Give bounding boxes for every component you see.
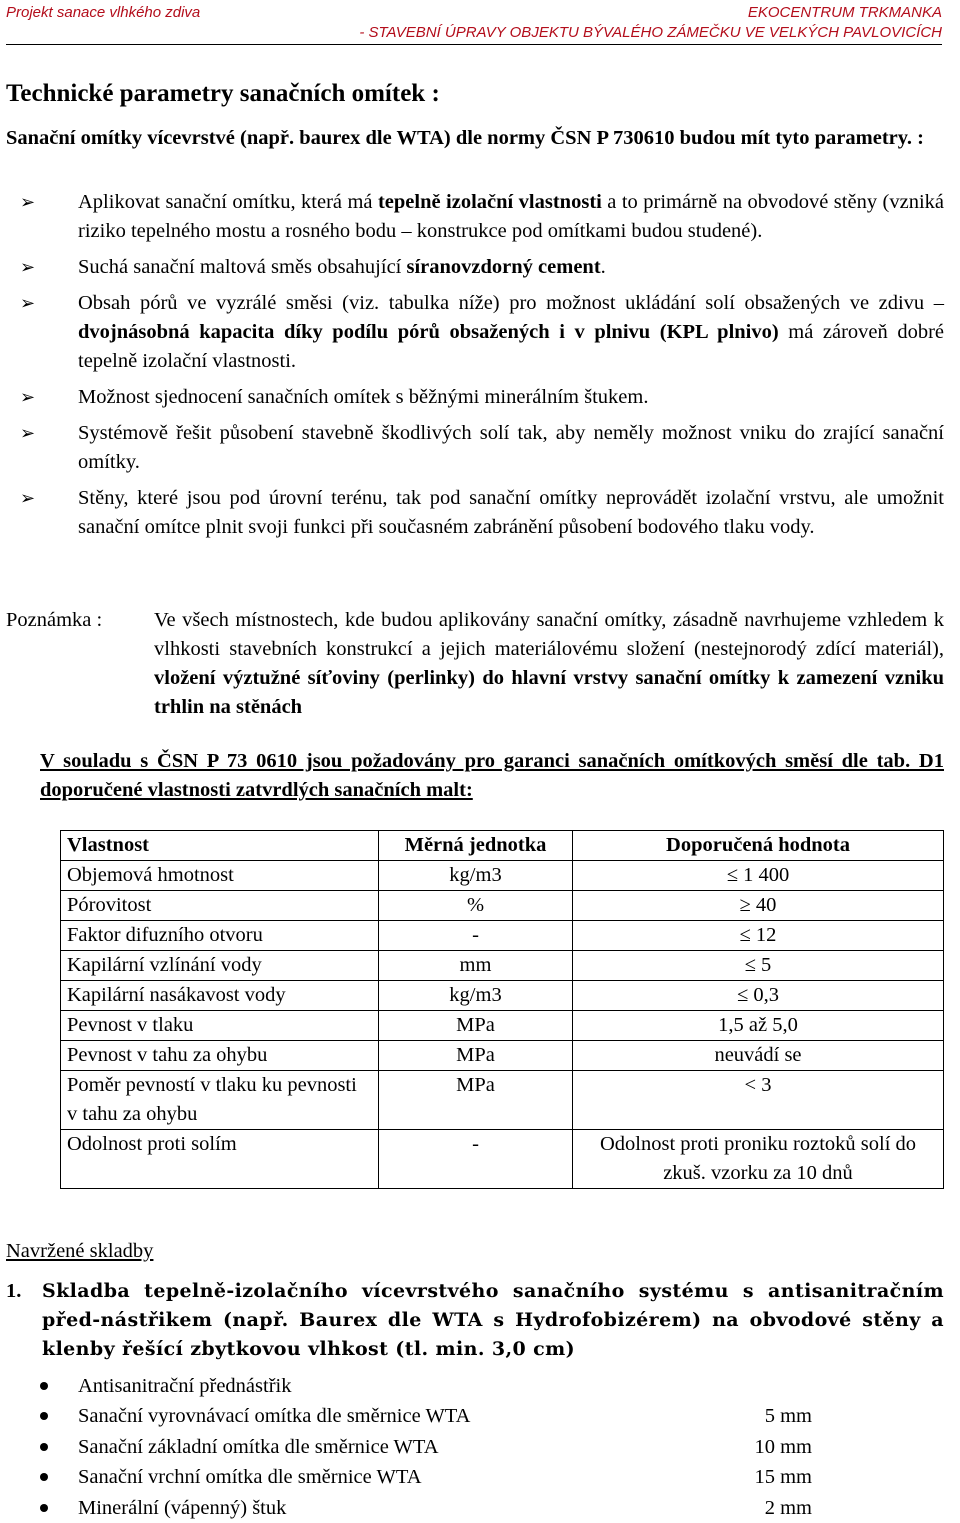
value-cell: ≤ 5 xyxy=(573,951,944,981)
list-item xyxy=(6,1401,826,1431)
unit-cell: % xyxy=(379,891,573,921)
list-item: ➢ Stěny, které jsou pod úrovní terénu, tak pod sanační omítky neprovádět izolační vrstvu, ale umožnit sanační omítce plnit svoji funkci při současném zabránění působení bodového tlaku vody. xyxy=(6,484,944,542)
list-item xyxy=(6,1371,826,1401)
table-row xyxy=(61,891,944,921)
layer-thickness: 5 mm xyxy=(764,1405,812,1428)
arrow-bullet-icon: ➢ xyxy=(20,488,36,509)
value-cell: ≤ 12 xyxy=(573,921,944,951)
unit-cell: MPa xyxy=(379,1011,573,1041)
value-cell: neuvádí se xyxy=(573,1041,944,1071)
value-cell: ≥ 40 xyxy=(573,891,944,921)
table-row xyxy=(61,951,944,981)
parameters-list xyxy=(6,188,944,549)
table-row xyxy=(61,1130,944,1189)
property-cell: Kapilární vzlínání vody xyxy=(61,951,379,981)
header-subject: - STAVEBNÍ ÚPRAVY OBJEKTU BÝVALÉHO ZÁMEČKU VE VELKÝCH PAVLOVICÍCH xyxy=(359,24,942,41)
arrow-bullet-icon: ➢ xyxy=(20,293,36,314)
item-text: Skladba tepelně-izolačního vícevrstvého sanačního systému s antisanitračním před-nástřikem (např. Baurex dle WTA s Hydrofobizérem) na obvodové stěny a klenby řešící zbytkovou vlhkost (tl. min. 3,0 cm) xyxy=(42,1280,944,1360)
property-cell: Pevnost v tlaku xyxy=(61,1011,379,1041)
layer-thickness: 10 mm xyxy=(754,1435,812,1458)
bullet-dot-icon xyxy=(40,1443,48,1451)
arrow-bullet-icon: ➢ xyxy=(20,423,36,444)
list-item: ➢ Obsah pórů ve vyzrálé směsi (viz. tabulka níže) pro možnost ukládání solí obsažených ve zdivu – dvojnásobná kapacita díky podílu pórů obsažených i v plnivu (KPL plnivo) má zároveň dobré tepelně izolační vlastnosti. xyxy=(6,289,944,376)
property-cell: Faktor difuzního otvoru xyxy=(61,921,379,951)
table-row xyxy=(61,1041,944,1071)
csn-heading: V souladu s ČSN P 73 0610 jsou požadovány pro garanci sanačních omítkových směsí dle tab. D1 doporučené vlastnosti zatvrdlých sanačních malt: xyxy=(40,750,944,801)
header-client: EKOCENTRUM TRKMANKA xyxy=(747,4,942,21)
list-item xyxy=(6,1493,826,1523)
layer-name: Sanační základní omítka dle směrnice WTA xyxy=(78,1435,439,1458)
bullet-dot-icon xyxy=(40,1504,48,1512)
layer-name: Sanační vyrovnávací omítka dle směrnice WTA xyxy=(78,1405,471,1428)
layer-thickness: 2 mm xyxy=(764,1496,812,1519)
list-item: ➢ Suchá sanační maltová směs obsahující síranovzdorný cement. xyxy=(6,253,944,282)
note-label: Poznámka : xyxy=(6,609,103,631)
bullet-dot-icon xyxy=(40,1412,48,1420)
bullet-dot-icon xyxy=(40,1382,48,1390)
page-header xyxy=(6,4,942,46)
unit-cell: MPa xyxy=(379,1071,573,1130)
layer-name: Sanační vrchní omítka dle směrnice WTA xyxy=(78,1466,422,1489)
table-row xyxy=(61,1071,944,1130)
table-row xyxy=(61,921,944,951)
section-title: Technické parametry sanačních omítek : xyxy=(6,80,440,107)
list-item xyxy=(6,1432,826,1462)
property-cell: Objemová hmotnost xyxy=(61,861,379,891)
composition-item xyxy=(6,1277,944,1364)
list-item: ➢ Možnost sjednocení sanačních omítek s běžnými minerálním štukem. xyxy=(6,383,944,412)
item-number: 1. xyxy=(6,1280,22,1302)
value-cell: < 3 xyxy=(573,1071,944,1130)
column-header: Doporučená hodnota xyxy=(573,831,944,861)
property-cell: Kapilární nasákavost vody xyxy=(61,981,379,1011)
properties-table xyxy=(60,830,944,1189)
unit-cell: kg/m3 xyxy=(379,861,573,891)
list-item: ➢ Systémově řešit působení stavebně škodlivých solí tak, aby neměly možnost vniku do zrající sanační omítky. xyxy=(6,419,944,477)
header-rule xyxy=(6,44,942,45)
property-cell: Pórovitost xyxy=(61,891,379,921)
table-row xyxy=(61,981,944,1011)
table-header-row xyxy=(61,831,944,861)
unit-cell: - xyxy=(379,1130,573,1189)
column-header: Měrná jednotka xyxy=(379,831,573,861)
property-cell: Poměr pevností v tlaku ku pevnosti v tahu za ohybu xyxy=(61,1071,379,1130)
unit-cell: kg/m3 xyxy=(379,981,573,1011)
list-item: ➢ Aplikovat sanační omítku, která má tepelně izolační vlastnosti a to primárně na obvodové stěny (vzniká riziko tepelného mostu a rosného bodu – konstrukce pod omítkami budou studené). xyxy=(6,188,944,246)
property-cell: Pevnost v tahu za ohybu xyxy=(61,1041,379,1071)
property-cell: Odolnost proti solím xyxy=(61,1130,379,1189)
unit-cell: - xyxy=(379,921,573,951)
note xyxy=(6,606,944,722)
note-text: Ve všech místnostech, kde budou aplikovány sanační omítky, zásadně navrhujeme vzhledem k vlhkosti stavebních konstrukcí a jejich materiálovému složení (nestejnorodý zdící materiál), vložení výztužné síťoviny (perlinky) do hlavní vrstvy sanační omítky k zamezení vzniku trhlin na stěnách xyxy=(154,609,944,718)
table-row xyxy=(61,1011,944,1041)
unit-cell: mm xyxy=(379,951,573,981)
skladby-title: Navržené skladby xyxy=(6,1240,154,1262)
arrow-bullet-icon: ➢ xyxy=(20,387,36,408)
layer-thickness: 15 mm xyxy=(754,1466,812,1489)
value-cell: ≤ 0,3 xyxy=(573,981,944,1011)
list-item xyxy=(6,1462,826,1492)
value-cell: 1,5 až 5,0 xyxy=(573,1011,944,1041)
value-cell: Odolnost proti proniku roztoků solí do zkuš. vzorku za 10 dnů xyxy=(573,1130,944,1189)
layer-name: Antisanitrační přednástřik xyxy=(78,1375,292,1397)
arrow-bullet-icon: ➢ xyxy=(20,257,36,278)
column-header: Vlastnost xyxy=(61,831,379,861)
bullet-dot-icon xyxy=(40,1473,48,1481)
arrow-bullet-icon: ➢ xyxy=(20,192,36,213)
value-cell: ≤ 1 400 xyxy=(573,861,944,891)
table-row xyxy=(61,861,944,891)
unit-cell: MPa xyxy=(379,1041,573,1071)
intro-paragraph: Sanační omítky vícevrstvé (např. baurex dle WTA) dle normy ČSN P 730610 budou mít tyto parametry. : xyxy=(6,127,924,149)
layer-name: Minerální (vápenný) štuk xyxy=(78,1496,287,1519)
header-project: Projekt sanace vlhkého zdiva xyxy=(6,4,201,21)
layers-list xyxy=(6,1371,826,1523)
